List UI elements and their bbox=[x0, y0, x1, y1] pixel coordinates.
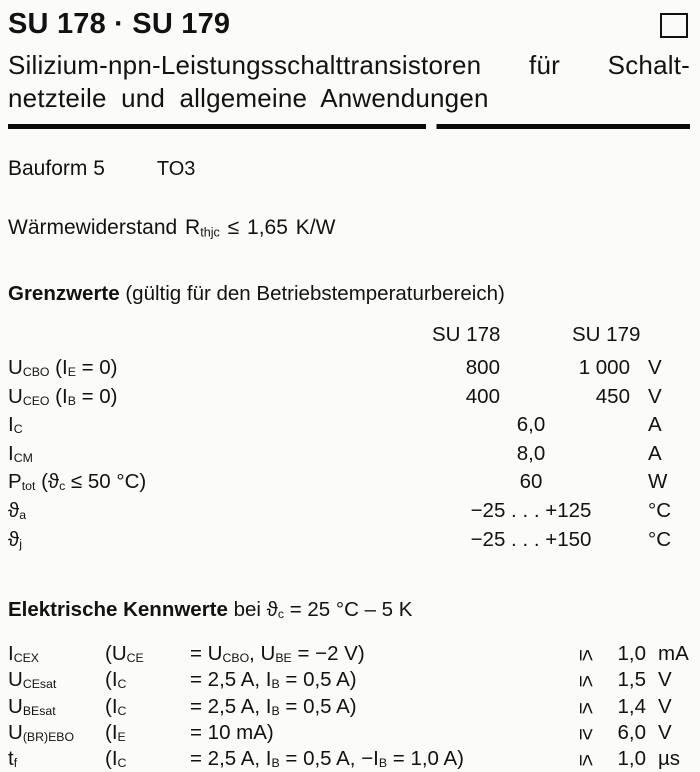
limit-row bbox=[8, 440, 690, 469]
char-unit: mA bbox=[658, 642, 689, 666]
package-label: TO3 bbox=[156, 158, 196, 180]
subtitle-line-2: netzteile und allgemeine Anwendungen bbox=[8, 83, 489, 113]
limit-row bbox=[8, 383, 690, 412]
limit-value-su178: 400 bbox=[465, 384, 500, 408]
char-row bbox=[8, 746, 690, 772]
thermal-resistance-text: Wärmewiderstand $R_{thjc} \le 1,65$ K/W bbox=[8, 216, 336, 240]
section-divider bbox=[8, 124, 690, 129]
kennwerte-heading-rest: bei $ϑ_c = 25$ °C – 5 K bbox=[227, 598, 413, 622]
bauform-label: Bauform 5 bbox=[8, 157, 105, 180]
limit-value-shared: 60 bbox=[519, 470, 543, 494]
char-unit: V bbox=[658, 668, 672, 692]
limit-value-shared: −25 . . . +150 bbox=[470, 527, 592, 551]
subtitle-line-1: Silizium-npn-Leistungsschalttransistoren für Schalt- bbox=[8, 50, 690, 80]
limit-label: $ϑ_a$ bbox=[8, 498, 27, 523]
char-unit: V bbox=[658, 720, 672, 744]
bauform-line bbox=[8, 157, 690, 181]
page-subtitle bbox=[8, 49, 690, 115]
column-header-su178: SU 178 bbox=[432, 323, 501, 346]
char-symbol: $U_{(BR)EBO}$ bbox=[8, 720, 75, 744]
limit-label: $U_{CEO}$ $(I_B = 0)$ bbox=[8, 384, 118, 408]
characteristics-table bbox=[8, 641, 690, 772]
limit-unit: A bbox=[648, 413, 662, 437]
limit-value-shared: 6,0 bbox=[516, 413, 546, 437]
limit-value-su179: 1 000 bbox=[578, 356, 630, 379]
limit-column-headers bbox=[8, 323, 690, 345]
limit-row bbox=[8, 497, 690, 526]
char-condition-rest: = 2,5 A, $I_B = 0,5$ A) bbox=[190, 694, 357, 718]
char-condition-open: ($I_C$ bbox=[105, 694, 127, 718]
char-inequality-sign: ≤ bbox=[575, 701, 599, 714]
column-header-su179: SU 179 bbox=[572, 323, 641, 346]
char-symbol: $U_{BEsat}$ bbox=[8, 694, 56, 718]
kennwerte-heading bbox=[8, 598, 690, 622]
char-value: 6,0 bbox=[617, 720, 646, 744]
char-symbol: $t_f$ bbox=[8, 746, 18, 771]
limit-unit: V bbox=[648, 384, 662, 408]
limit-value-su179: 450 bbox=[595, 384, 630, 408]
limit-row bbox=[8, 354, 690, 383]
char-condition-rest: = 2,5 A, $I_B = 0,5$ A, $-I_B = 1,0$ A) bbox=[190, 746, 465, 771]
limit-label: $I_C$ bbox=[8, 413, 23, 437]
page-title: SU 178 · SU 179 bbox=[8, 8, 231, 40]
char-condition-rest: = 2,5 A, $I_B = 0,5$ A) bbox=[190, 668, 357, 692]
corner-square-icon bbox=[660, 13, 688, 38]
char-value: 1,0 bbox=[617, 642, 646, 666]
limit-row bbox=[8, 526, 690, 555]
limit-value-shared: 8,0 bbox=[516, 441, 546, 465]
limit-label: $P_{tot}$ ($ϑ_c \le 50$ °C) bbox=[8, 470, 147, 494]
limit-unit: A bbox=[648, 441, 662, 465]
char-inequality-sign: ≤ bbox=[575, 675, 599, 688]
char-inequality-sign: ≤ bbox=[575, 754, 599, 766]
char-inequality-sign: ≥ bbox=[575, 728, 599, 740]
char-value: 1,5 bbox=[617, 668, 646, 692]
char-inequality-sign: ≤ bbox=[575, 649, 599, 662]
limit-unit: V bbox=[648, 356, 662, 379]
limit-row bbox=[8, 411, 690, 440]
char-row bbox=[8, 720, 690, 746]
char-symbol: $I_{CEX}$ bbox=[8, 642, 39, 666]
limit-row bbox=[8, 468, 690, 497]
char-unit: µs bbox=[658, 746, 681, 770]
limit-label: $I_{CM}$ bbox=[8, 441, 33, 465]
char-condition-rest: = $U_{CBO}$, $U_{BE} = -2$ V) bbox=[190, 642, 365, 666]
char-condition-open: ($I_C$ bbox=[105, 746, 127, 771]
limit-label: $ϑ_j$ bbox=[8, 527, 22, 551]
grenzwerte-heading-rest: (gültig für den Betriebstemperaturbereich) bbox=[119, 282, 505, 305]
limit-table bbox=[8, 354, 690, 554]
kennwerte-heading-bold: Elektrische Kennwerte bbox=[8, 598, 228, 622]
header bbox=[8, 8, 690, 42]
limit-unit: °C bbox=[648, 527, 672, 551]
grenzwerte-heading bbox=[8, 282, 690, 306]
char-row bbox=[8, 694, 690, 720]
limit-value-su178: 800 bbox=[465, 356, 500, 379]
limit-unit: W bbox=[648, 470, 668, 494]
char-condition-open: ($U_{CE}$ bbox=[105, 642, 144, 666]
char-condition-open: ($I_C$ bbox=[105, 668, 127, 692]
char-value: 1,4 bbox=[617, 694, 646, 718]
char-row bbox=[8, 667, 690, 693]
char-row bbox=[8, 641, 690, 667]
char-unit: V bbox=[658, 694, 672, 718]
char-condition-rest: = 10 mA) bbox=[190, 720, 274, 744]
limit-value-shared: −25 . . . +125 bbox=[470, 498, 592, 522]
grenzwerte-heading-bold: Grenzwerte bbox=[8, 282, 120, 305]
char-symbol: $U_{CEsat}$ bbox=[8, 668, 57, 692]
limit-unit: °C bbox=[648, 498, 672, 522]
limit-label: $U_{CBO}$ $(I_E = 0)$ bbox=[8, 356, 118, 380]
char-condition-open: ($I_E$ bbox=[105, 720, 126, 744]
char-value: 1,0 bbox=[617, 746, 646, 770]
